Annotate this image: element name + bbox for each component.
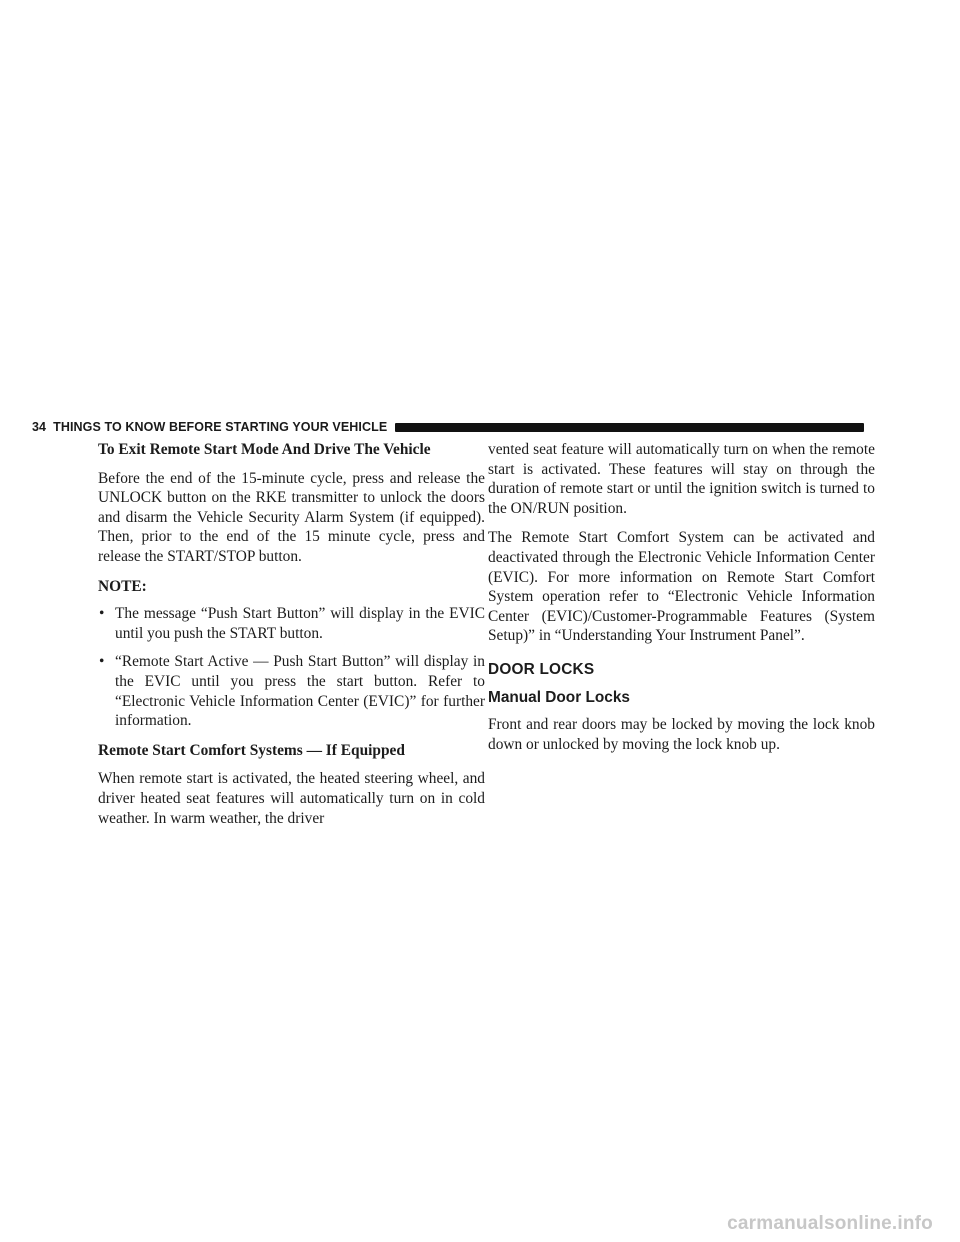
note-item [98, 604, 485, 643]
manual-door-locks-paragraph: Front and rear doors may be locked by moving the lock knob down or unlocked by moving the lock knob up. [488, 715, 875, 753]
page-header [32, 420, 864, 434]
site-watermark: carmanualsonline.info [727, 1213, 933, 1234]
page-number: 34 [32, 420, 47, 434]
note-text: “Remote Start Active — Push Start Button” will display in the EVIC until you press the start button. Refer to “Electronic Vehicle Information Center (EVIC)” for further information. [115, 653, 485, 730]
left-column [98, 440, 485, 838]
right-column [488, 440, 875, 764]
bullet-icon: • [99, 653, 105, 671]
comfort-systems-paragraph: When remote start is activated, the heated steering wheel, and driver heated seat features will automatically turn on in cold weather. In warm weather, the driver [98, 770, 485, 827]
header-rule [395, 423, 864, 432]
bullet-icon: • [99, 605, 105, 623]
chapter-title: THINGS TO KNOW BEFORE STARTING YOUR VEHICLE [53, 420, 388, 434]
comfort-systems-heading: Remote Start Comfort Systems — If Equipped [98, 741, 405, 759]
comfort-systems-continued: vented seat feature will automatically turn on when the remote start is activated. These features will stay on through the duration of remote start or until the ignition switch is turned to the ON/RUN position. [488, 441, 875, 517]
note-item [98, 652, 485, 730]
note-text: The message “Push Start Button” will display in the EVIC until you push the START button. [115, 605, 485, 642]
exit-remote-start-paragraph: Before the end of the 15-minute cycle, press and release the UNLOCK button on the RKE transmitter to unlock the doors and disarm the Vehicle Security Alarm System (if equipped). Then, prior to the end of the 15 minute cycle, press and release the START/STOP button. [98, 469, 485, 565]
door-locks-heading: DOOR LOCKS [488, 660, 595, 678]
manual-door-locks-heading: Manual Door Locks [488, 688, 630, 706]
note-list [98, 604, 485, 731]
note-label: NOTE: [98, 577, 147, 595]
comfort-evic-paragraph: The Remote Start Comfort System can be activated and deactivated through the Electronic Vehicle Information Center (EVIC). For more information on Remote Start Comfort System operation refer to “Electronic Vehicle Information Center (EVIC)/Customer-Programmable Features (System Setup)” in “Understanding Your Instrument Panel”. [488, 529, 875, 645]
exit-remote-start-heading: To Exit Remote Start Mode And Drive The Vehicle [98, 441, 431, 458]
